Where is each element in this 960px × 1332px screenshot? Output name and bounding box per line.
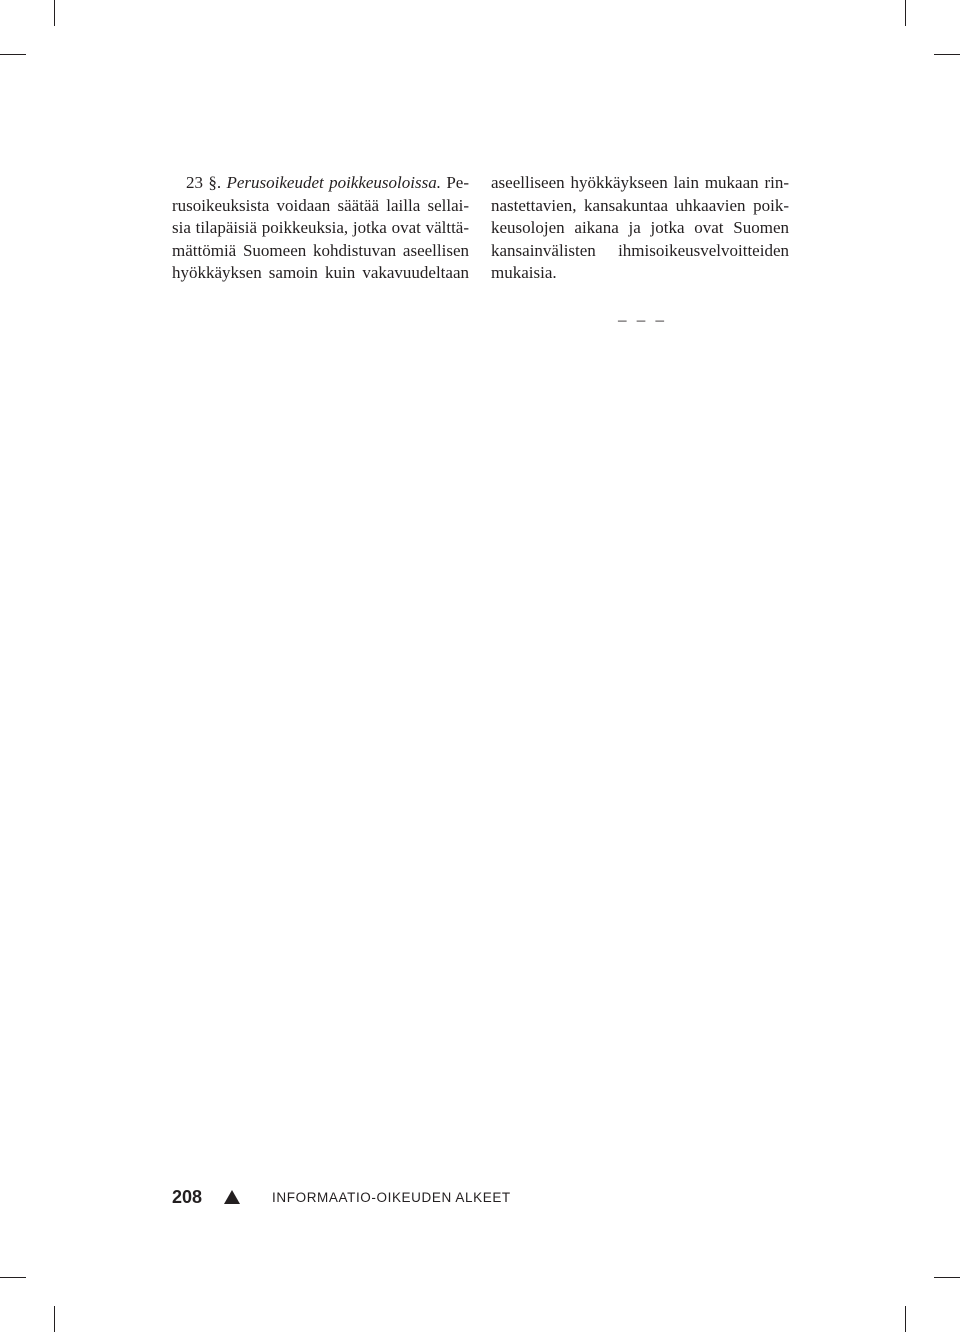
omission-separator: – – –	[618, 310, 667, 329]
crop-mark	[54, 1306, 55, 1332]
text-line: mättömiä Suomeen kohdistuvan aseellisen	[172, 240, 469, 260]
crop-mark	[905, 0, 906, 26]
text-line: rusoikeuksista voidaan säätää lailla sellai-	[172, 195, 469, 215]
text-line: mukaisia.	[491, 263, 557, 282]
crop-mark	[54, 0, 55, 26]
first-line-tail: Pe-	[440, 173, 470, 192]
crop-mark	[0, 54, 26, 55]
crop-mark	[934, 1277, 960, 1278]
crop-mark	[934, 54, 960, 55]
text-line: kansainvälisten ihmisoikeusvelvoitteiden	[491, 240, 789, 260]
left-text-column	[172, 172, 469, 285]
section-number: 23 §.	[186, 173, 227, 192]
crop-mark	[0, 1277, 26, 1278]
crop-mark	[905, 1306, 906, 1332]
text-line: hyökkäyksen samoin kuin vakavuudeltaan	[172, 263, 469, 282]
text-line: aseelliseen hyökkäykseen lain mukaan rin-	[491, 173, 789, 192]
page-number: 208	[172, 1186, 203, 1207]
right-text-column	[491, 172, 789, 285]
text-line: nastettavien, kansakuntaa uhkaavien poik-	[491, 195, 789, 215]
triangle-icon	[224, 1190, 240, 1204]
text-line	[172, 172, 469, 195]
text-line: keusolojen aikana ja jotka ovat Suomen	[491, 218, 789, 237]
text-line: sia tilapäisiä poikkeuksia, jotka ovat välttä-	[172, 218, 469, 237]
running-title: INFORMAATIO-OIKEUDEN ALKEET	[272, 1189, 511, 1205]
section-heading: Perusoikeudet poikkeusoloissa.	[226, 173, 441, 192]
page-footer	[172, 1184, 511, 1210]
